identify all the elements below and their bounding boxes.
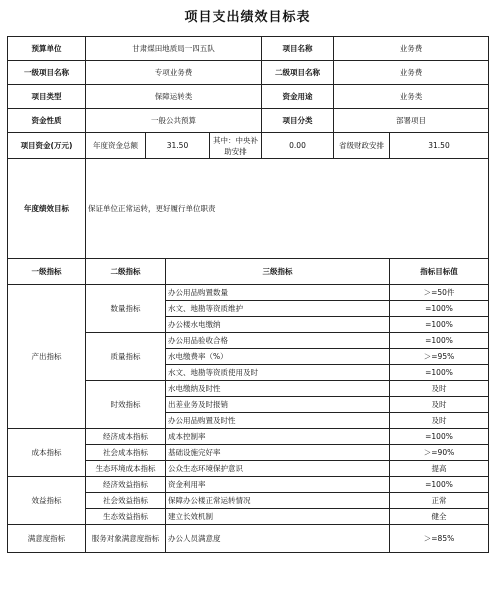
level2-name: 生态环境成本指标	[86, 461, 166, 477]
target-value: 提高	[390, 461, 489, 477]
target-value: =100%	[390, 333, 489, 349]
level3-name: 办公用品验收合格	[166, 333, 390, 349]
target-value: =100%	[390, 301, 489, 317]
value-budget-unit: 甘肃煤田地质局一四五队	[86, 37, 262, 61]
target-value: ＞=85%	[390, 525, 489, 553]
level3-name: 水电缴纳及时性	[166, 381, 390, 397]
info-row	[8, 61, 489, 85]
header-level2: 二级指标	[86, 259, 166, 285]
target-value: 及时	[390, 413, 489, 429]
level1-output: 产出指标	[8, 285, 86, 429]
level3-name: 基础设施完好率	[166, 445, 390, 461]
level3-name: 成本控制率	[166, 429, 390, 445]
level2-timeliness: 时效指标	[86, 381, 166, 429]
label-fund-use: 资金用途	[262, 85, 334, 109]
label-level1-project: 一级项目名称	[8, 61, 86, 85]
value-annual-goal: 保证单位正常运转，更好履行单位职责	[86, 159, 489, 259]
value-project-type: 保障运转类	[86, 85, 262, 109]
level3-name: 办公用品购置及时性	[166, 413, 390, 429]
level2-name: 服务对象满意度指标	[86, 525, 166, 553]
level1-benefit: 效益指标	[8, 477, 86, 525]
level2-name: 生态效益指标	[86, 509, 166, 525]
level1-cost: 成本指标	[8, 429, 86, 477]
target-value: 健全	[390, 509, 489, 525]
header-level1: 一级指标	[8, 259, 86, 285]
target-value: =100%	[390, 365, 489, 381]
level2-name: 社会效益指标	[86, 493, 166, 509]
value-project-class: 部署项目	[334, 109, 489, 133]
target-value: =100%	[390, 429, 489, 445]
label-project-type: 项目类型	[8, 85, 86, 109]
info-row	[8, 85, 489, 109]
info-row	[8, 37, 489, 61]
goal-row	[8, 159, 489, 259]
level3-name: 建立长效机制	[166, 509, 390, 525]
level2-name: 经济效益指标	[86, 477, 166, 493]
target-value: ＞=50件	[390, 285, 489, 301]
target-value: =100%	[390, 317, 489, 333]
value-level2-project: 业务费	[334, 61, 489, 85]
label-level2-project: 二级项目名称	[262, 61, 334, 85]
funds-row	[8, 133, 489, 159]
value-provincial-fund: 31.50	[390, 133, 489, 159]
level2-quantity: 数量指标	[86, 285, 166, 333]
target-value: =100%	[390, 477, 489, 493]
level3-name: 办公用品购置数量	[166, 285, 390, 301]
info-row	[8, 109, 489, 133]
target-value: ＞=95%	[390, 349, 489, 365]
label-fund-nature: 资金性质	[8, 109, 86, 133]
label-project-funds: 项目资金(万元)	[8, 133, 86, 159]
level3-name: 资金利用率	[166, 477, 390, 493]
value-level1-project: 专项业务费	[86, 61, 262, 85]
table-row	[8, 525, 489, 553]
value-central-subsidy: 0.00	[262, 133, 334, 159]
value-fund-use: 业务类	[334, 85, 489, 109]
table-row	[8, 477, 489, 493]
header-level3: 三级指标	[166, 259, 390, 285]
page-title: 项目支出绩效目标表	[184, 10, 311, 25]
level2-name: 经济成本指标	[86, 429, 166, 445]
level3-name: 出差业务及时报销	[166, 397, 390, 413]
indicator-header-row	[8, 259, 489, 285]
table-row	[8, 429, 489, 445]
label-central-subsidy: 其中：中央补助安排	[210, 133, 262, 159]
label-project-name: 项目名称	[262, 37, 334, 61]
level3-name: 水电缴费率（%）	[166, 349, 390, 365]
target-value: ＞=90%	[390, 445, 489, 461]
label-annual-total: 年度资金总额	[86, 133, 146, 159]
target-value: 及时	[390, 397, 489, 413]
value-annual-total: 31.50	[146, 133, 210, 159]
performance-table	[7, 36, 489, 553]
level3-name: 保障办公楼正常运转情况	[166, 493, 390, 509]
table-row	[8, 285, 489, 301]
label-project-class: 项目分类	[262, 109, 334, 133]
level3-name: 水文、地勘等资质维护	[166, 301, 390, 317]
label-budget-unit: 预算单位	[8, 37, 86, 61]
level3-name: 公众生态环境保护意识	[166, 461, 390, 477]
value-fund-nature: 一般公共预算	[86, 109, 262, 133]
target-value: 及时	[390, 381, 489, 397]
level3-name: 办公人员满意度	[166, 525, 390, 553]
level1-satisfaction: 满意度指标	[8, 525, 86, 553]
label-provincial-fund: 省级财政安排	[334, 133, 390, 159]
level2-quality: 质量指标	[86, 333, 166, 381]
level3-name: 水文、地勘等资质使用及时	[166, 365, 390, 381]
value-project-name: 业务费	[334, 37, 489, 61]
label-annual-goal: 年度绩效目标	[8, 159, 86, 259]
level3-name: 办公楼水电缴纳	[166, 317, 390, 333]
header-target-value: 指标目标值	[390, 259, 489, 285]
target-value: 正常	[390, 493, 489, 509]
level2-name: 社会成本指标	[86, 445, 166, 461]
